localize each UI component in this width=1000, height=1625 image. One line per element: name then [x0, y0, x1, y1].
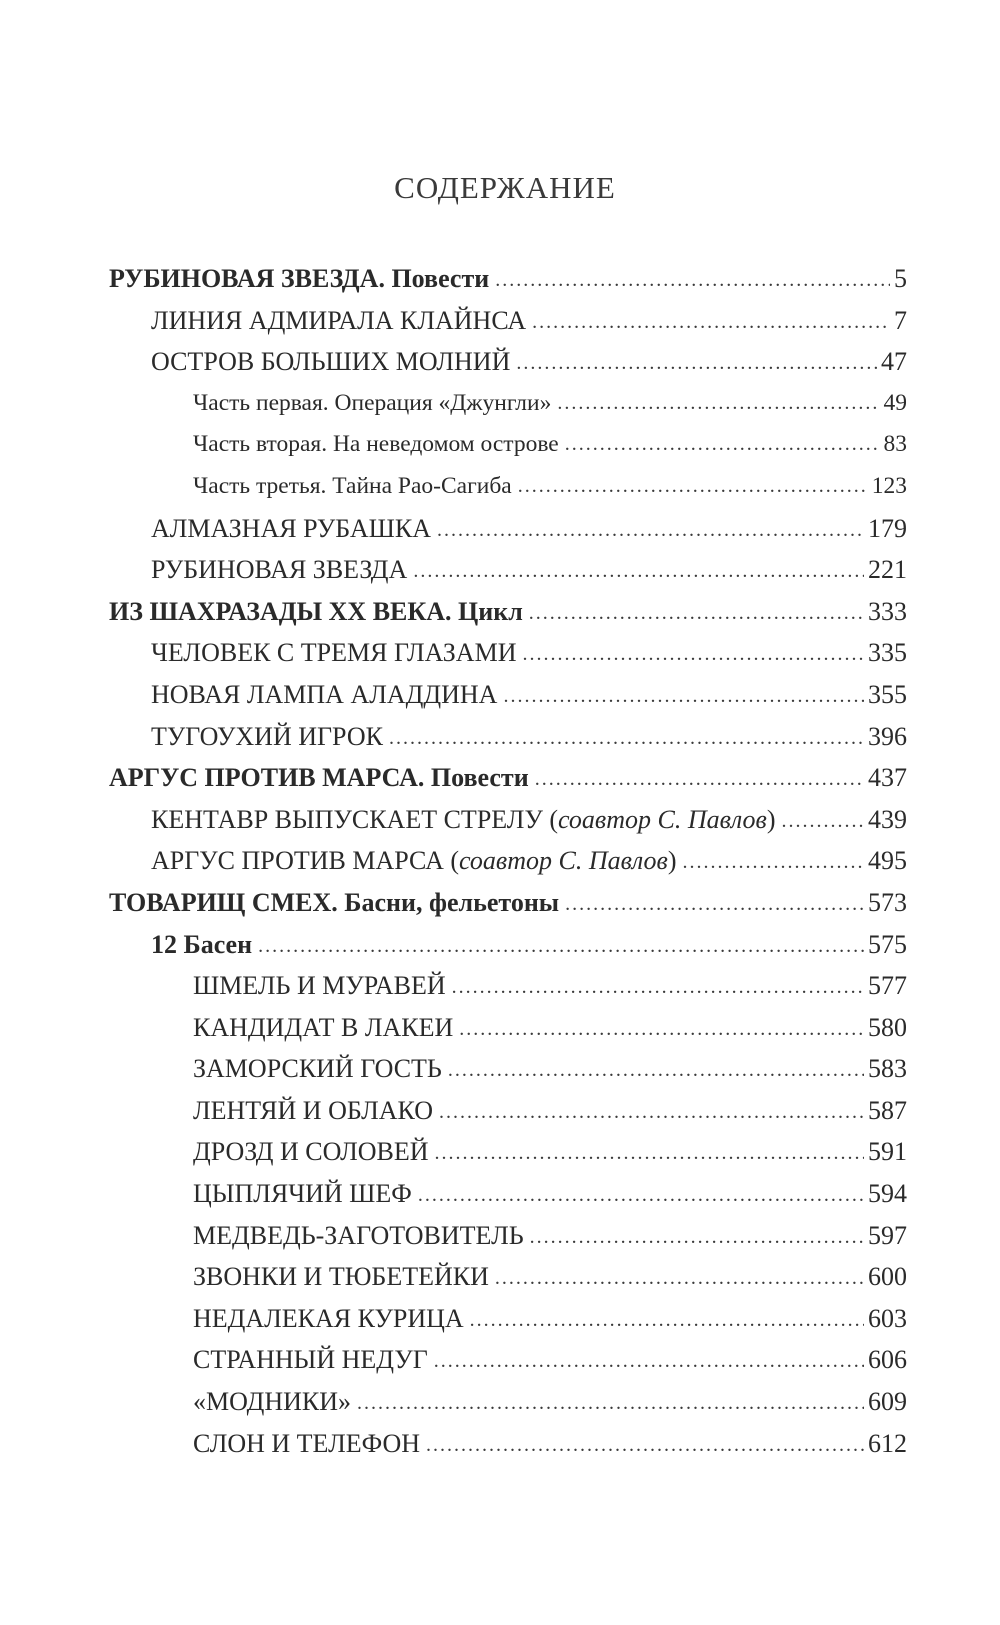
toc-entry: [0, 1048, 1000, 1090]
dot-leader: [357, 1383, 864, 1425]
toc-entry: [0, 1090, 1000, 1132]
toc-entry-page-number: 437: [868, 763, 907, 793]
dot-leader: [532, 302, 890, 344]
toc-entry: [0, 1423, 1000, 1465]
toc-entry-title-text: ТОВАРИЩ СМЕХ. Басни, фельетоны: [109, 887, 560, 917]
toc-entry: [0, 300, 1000, 342]
toc-entry-title-text: КАНДИДАТ В ЛАКЕИ: [193, 1012, 454, 1042]
dot-leader: [529, 593, 864, 635]
toc-entry-page-number: 83: [883, 431, 907, 458]
toc-entry-title: [151, 341, 510, 383]
dot-leader: [683, 842, 865, 884]
dot-leader: [503, 676, 864, 718]
toc-entry-page-number: 47: [881, 347, 907, 377]
toc-entry-title: [193, 1215, 524, 1257]
dot-leader: [530, 1217, 864, 1259]
toc-entry-title-text: 12 Басен: [151, 929, 253, 959]
coauthor-paren-close: ): [667, 846, 677, 876]
toc-entry: [0, 1339, 1000, 1381]
toc-entry: [0, 1215, 1000, 1257]
dot-leader: [495, 1258, 864, 1300]
toc-entry: [0, 799, 1000, 841]
toc-entry: [0, 924, 1000, 966]
toc-entry: [0, 341, 1000, 383]
toc-entry-title-text: ИЗ ШАХРАЗАДЫ XX ВЕКА. Цикл: [109, 596, 523, 626]
dot-leader: [413, 551, 864, 593]
toc-entry-page-number: 179: [868, 513, 907, 543]
toc-entry-title: [151, 300, 526, 342]
toc-entry-title: [151, 549, 407, 591]
toc-entry-title-text: СЛОН И ТЕЛЕФОН: [193, 1428, 421, 1458]
toc-entry-title-text: КЕНТАВР ВЫПУСКАЕТ СТРЕЛУ: [151, 804, 543, 834]
toc-entry-title-text: ЦЫПЛЯЧИЙ ШЕФ: [193, 1179, 412, 1209]
dot-leader: [418, 1175, 864, 1217]
toc-entry-page-number: 609: [868, 1387, 907, 1417]
dot-leader: [448, 1050, 864, 1092]
toc-entry-title: [193, 1256, 489, 1298]
toc-entry: [0, 1007, 1000, 1049]
toc-entry: [0, 632, 1000, 674]
toc-entry-title: [151, 674, 497, 716]
toc-entry-title: [193, 1381, 351, 1423]
dot-leader: [426, 1425, 864, 1467]
toc-entry: [0, 840, 1000, 882]
dot-leader: [434, 1341, 864, 1383]
toc-entry-page-number: 123: [871, 472, 907, 499]
dot-leader: [535, 759, 864, 801]
toc-entry-page-number: 7: [894, 305, 907, 335]
toc-entry-page-number: 573: [868, 887, 907, 917]
dot-leader: [258, 926, 864, 968]
toc-entry-title: [151, 632, 516, 674]
toc-entry-page-number: 49: [883, 389, 907, 416]
coauthor-paren-open: (: [542, 804, 559, 834]
toc-entry-title: [193, 383, 551, 425]
toc-entry-title: [193, 1298, 464, 1340]
toc-entry-title: [193, 1339, 428, 1381]
toc-entry-title-text: ТУГОУХИЙ ИГРОК: [151, 721, 383, 751]
toc-entry-title-text: НЕДАЛЕКАЯ КУРИЦА: [193, 1303, 464, 1333]
toc-entry-coauthor: соавтор С. Павлов: [558, 804, 767, 834]
dot-leader: [389, 718, 864, 760]
dot-leader: [565, 424, 880, 466]
toc-entry-title: [193, 965, 446, 1007]
toc-entry-page-number: 355: [868, 679, 907, 709]
toc-entry-page-number: 612: [868, 1428, 907, 1458]
toc-entry: [0, 508, 1000, 550]
toc-entry-title-text: АЛМАЗНАЯ РУБАШКА: [151, 513, 432, 543]
toc-entry-title-text: ЛЕНТЯЙ И ОБЛАКО: [193, 1095, 434, 1125]
dot-leader: [434, 1133, 864, 1175]
dot-leader: [459, 1009, 864, 1051]
toc-entry: [0, 674, 1000, 716]
toc-entry-title-text: АРГУС ПРОТИВ МАРСА. Повести: [109, 763, 529, 793]
toc-entry-page-number: 333: [868, 596, 907, 626]
toc-entry: [0, 424, 1000, 466]
toc-entry-title-text: ОСТРОВ БОЛЬШИХ МОЛНИЙ: [151, 347, 511, 377]
toc-entry: [0, 383, 1000, 425]
toc-entry-title: [193, 1131, 428, 1173]
coauthor-paren-close: ): [766, 804, 776, 834]
dot-leader: [518, 466, 868, 508]
table-of-contents: [0, 258, 1000, 1464]
toc-entry-page-number: 495: [868, 846, 907, 876]
toc-entry-page-number: 594: [868, 1179, 907, 1209]
toc-entry-page-number: 597: [868, 1220, 907, 1250]
toc-entry-title-text: ЗАМОРСКИЙ ГОСТЬ: [193, 1054, 442, 1084]
toc-entry-page-number: 575: [868, 929, 907, 959]
toc-entry-title: [109, 757, 529, 799]
dot-leader: [452, 967, 864, 1009]
toc-entry: [0, 549, 1000, 591]
toc-entry-title: [193, 1007, 453, 1049]
toc-entry-page-number: 600: [868, 1262, 907, 1292]
toc-entry: [0, 1131, 1000, 1173]
toc-entry: [0, 258, 1000, 300]
dot-leader: [522, 634, 864, 676]
toc-entry-page-number: 603: [868, 1303, 907, 1333]
toc-entry-title: [109, 591, 523, 633]
toc-entry: [0, 882, 1000, 924]
toc-entry-title: [193, 424, 559, 466]
dot-leader: [495, 260, 890, 302]
coauthor-paren-open: (: [443, 846, 460, 876]
dot-leader: [565, 884, 864, 926]
toc-entry-title: [151, 508, 431, 550]
toc-entry-coauthor: соавтор С. Павлов: [459, 846, 668, 876]
dot-leader: [439, 1092, 864, 1134]
toc-entry-title-text: ЛИНИЯ АДМИРАЛА КЛАЙНСА: [151, 305, 527, 335]
toc-entry-title-text: ШМЕЛЬ И МУРАВЕЙ: [193, 971, 446, 1001]
toc-entry: [0, 716, 1000, 758]
toc-entry-title: [151, 716, 383, 758]
toc-entry: [0, 1256, 1000, 1298]
toc-entry: [0, 1173, 1000, 1215]
toc-entry-page-number: 439: [868, 804, 907, 834]
toc-entry: [0, 757, 1000, 799]
toc-entry-page-number: 606: [868, 1345, 907, 1375]
toc-entry-title: [109, 882, 559, 924]
toc-entry-title-text: ЗВОНКИ И ТЮБЕТЕЙКИ: [193, 1262, 489, 1292]
toc-entry-title-text: «МОДНИКИ»: [193, 1387, 352, 1417]
toc-entry: [0, 466, 1000, 508]
toc-entry-title-text: РУБИНОВАЯ ЗВЕЗДА. Повести: [109, 264, 490, 293]
toc-entry-title: [193, 1423, 420, 1465]
toc-entry-title-text: Часть вторая. На неведомом острове: [193, 431, 559, 458]
toc-entry-title: [193, 1090, 433, 1132]
toc-entry-title-text: ДРОЗД И СОЛОВЕЙ: [193, 1137, 429, 1167]
toc-entry-title: [151, 799, 776, 841]
toc-entry-title-text: РУБИНОВАЯ ЗВЕЗДА: [151, 555, 408, 585]
toc-entry-page-number: 577: [868, 971, 907, 1001]
dot-leader: [470, 1300, 864, 1342]
toc-entry-title-text: АРГУС ПРОТИВ МАРСА: [151, 846, 444, 876]
toc-entry-title: [193, 1048, 442, 1090]
toc-entry-title: [109, 258, 489, 300]
dot-leader: [437, 510, 864, 552]
toc-entry: [0, 1298, 1000, 1340]
dot-leader: [516, 343, 877, 385]
toc-entry-title-text: Часть третья. Тайна Рао-Сагиба: [193, 472, 512, 499]
toc-entry-page-number: 396: [868, 721, 907, 751]
toc-entry: [0, 1381, 1000, 1423]
dot-leader: [782, 801, 864, 843]
toc-entry-title-text: НОВАЯ ЛАМПА АЛАДДИНА: [151, 679, 498, 709]
toc-entry-page-number: 221: [868, 555, 907, 585]
toc-entry-title-text: СТРАННЫЙ НЕДУГ: [193, 1345, 428, 1375]
toc-entry: [0, 591, 1000, 633]
toc-entry: [0, 965, 1000, 1007]
toc-entry-title: [151, 840, 677, 882]
toc-entry-page-number: 583: [868, 1054, 907, 1084]
toc-entry-page-number: 591: [868, 1137, 907, 1167]
toc-entry-title-text: ЧЕЛОВЕК С ТРЕМЯ ГЛАЗАМИ: [151, 638, 517, 668]
page-title: СОДЕРЖАНИЕ: [394, 170, 616, 205]
toc-entry-title: [151, 924, 252, 966]
toc-entry-title-text: МЕДВЕДЬ-ЗАГОТОВИТЕЛЬ: [193, 1220, 524, 1250]
toc-entry-page-number: 587: [868, 1095, 907, 1125]
toc-entry-title-text: Часть первая. Операция «Джунгли»: [193, 389, 552, 416]
toc-entry-page-number: 335: [868, 638, 907, 668]
toc-entry-title: [193, 466, 512, 508]
dot-leader: [557, 383, 879, 425]
toc-entry-page-number: 580: [868, 1012, 907, 1042]
toc-entry-page-number: 5: [894, 264, 907, 293]
toc-entry-title: [193, 1173, 412, 1215]
